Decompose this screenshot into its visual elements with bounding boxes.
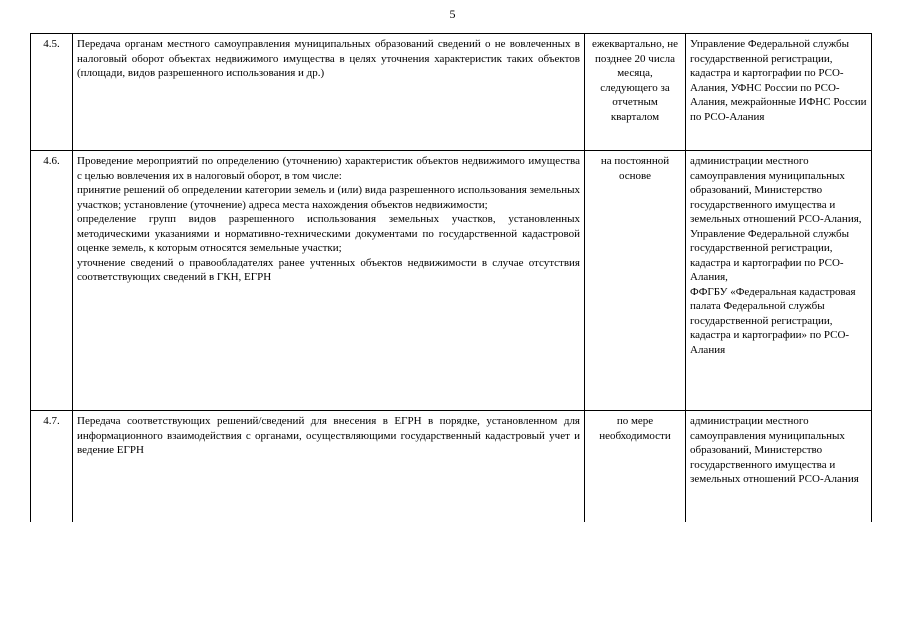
measures-table xyxy=(30,33,872,522)
description-paragraph: уточнение сведений о правообладателях ранее учтенных объектов недвижимости в случае отсутствия соответствующих сведений в ГКН, ЕГРН xyxy=(77,256,580,283)
page-number: 5 xyxy=(449,7,456,21)
description-paragraph: определение групп видов разрешенного использования земельных участков, установленных методическими указаниями и нормативно-техническими документами по государственной кадастровой оценке земель, к которым относятся земельные участки; xyxy=(77,213,580,254)
responsible-paragraph: администрации местного самоуправления муниципальных образований, Министерство государственного имущества и земельных отношений РСО-Алания xyxy=(690,415,859,485)
item-responsible xyxy=(686,411,872,523)
item-description xyxy=(73,34,585,151)
responsible-paragraph: ФФГБУ «Федеральная кадастровая палата Федеральной службы государственной регистрации, кадастра и картографии» по РСО-Алания xyxy=(690,285,856,356)
item-term: по мере необходимости xyxy=(585,411,686,523)
item-description xyxy=(73,151,585,411)
item-number: 4.5. xyxy=(31,34,73,151)
item-number: 4.7. xyxy=(31,411,73,523)
item-number: 4.6. xyxy=(31,151,73,411)
item-responsible xyxy=(686,34,872,151)
responsible-paragraph: администрации местного самоуправления муниципальных образований, Министерство государственного имущества и земельных отношений РСО-Алания, Управление Федеральной службы государственной регистрации, кадастра и картографии по РСО-Алания, xyxy=(690,155,862,283)
item-term: на постоянной основе xyxy=(585,151,686,411)
description-paragraph: Проведение мероприятий по определению (уточнению) характеристик объектов недвижимого имущества с целью вовлечения их в налоговый оборот, в том числе: xyxy=(77,155,580,182)
table-row-4-5 xyxy=(31,34,872,151)
table-row-4-7 xyxy=(31,411,872,523)
responsible-paragraph: Управление Федеральной службы государственной регистрации, кадастра и картографии по РСО-Алания, УФНС России по РСО-Алания, межрайонные ИФНС России по РСО-Алания xyxy=(690,38,867,123)
description-paragraph: принятие решений об определении категории земель и (или) вида разрешенного использования земельных участков; установление (уточнение) адреса места нахождения объектов недвижимости; xyxy=(77,184,580,211)
description-paragraph: Передача соответствующих решений/сведений для внесения в ЕГРН в порядке, установленном для информационного взаимодействия с органами, осуществляющими государственный кадастровый учет и ведение ЕГРН xyxy=(77,415,580,456)
item-term: ежеквартально, не позднее 20 числа месяца, следующего за отчетным кварталом xyxy=(585,34,686,151)
item-description xyxy=(73,411,585,523)
item-responsible xyxy=(686,151,872,411)
table-row-4-6 xyxy=(31,151,872,411)
description-paragraph: Передача органам местного самоуправления муниципальных образований сведений о не вовлеченных в налоговый оборот объектах недвижимого имущества в целях уточнения характеристик таких объектов (площади, видов разрешенного использования и др.) xyxy=(77,38,580,79)
